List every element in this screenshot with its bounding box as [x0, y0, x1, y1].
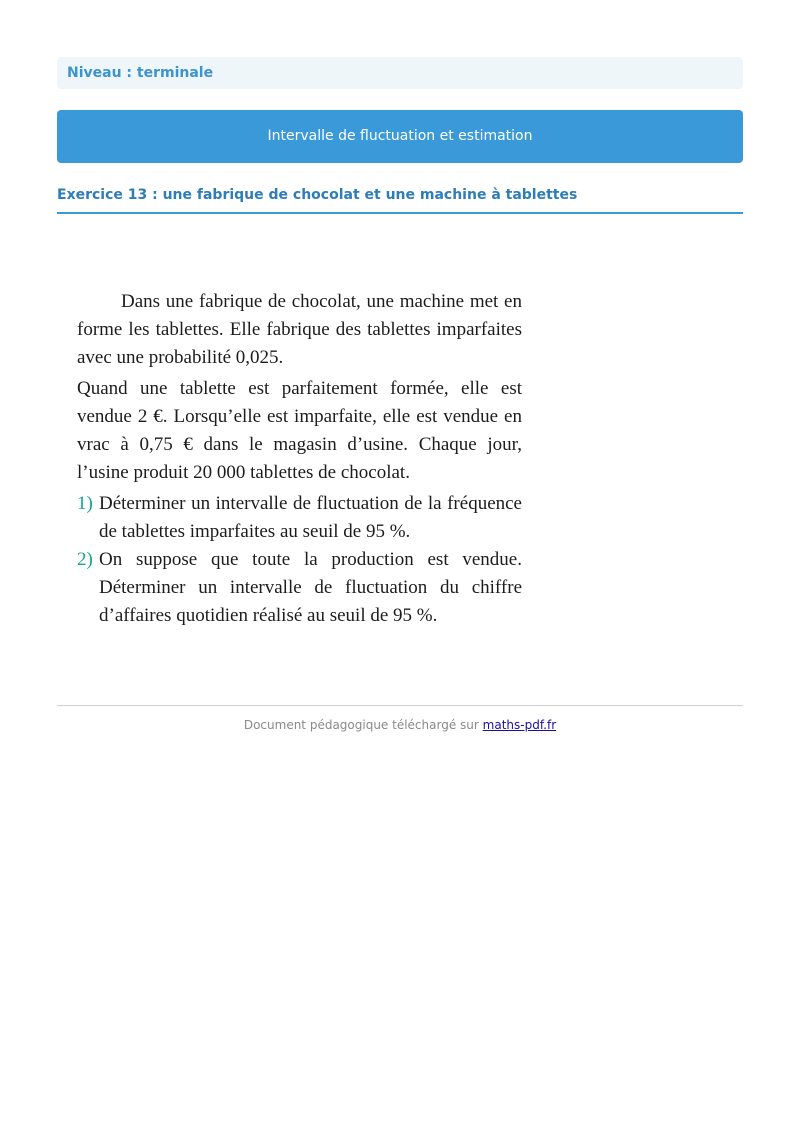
- footer-text: Document pédagogique téléchargé sur: [243, 718, 479, 732]
- question-number: 1): [77, 493, 93, 514]
- statement-paragraph: Dans une fabrique de chocolat, une machine met en forme les tablettes. Elle fabrique des tablettes imparfaites avec une probabilité 0,025.: [77, 291, 522, 368]
- level-box: [57, 57, 743, 89]
- question-item: [77, 490, 522, 546]
- exercise-statement: [77, 288, 522, 630]
- exercise-heading: Exercice 13 : une fabrique de chocolat et une machine à tablettes: [57, 185, 743, 214]
- question-number: 2): [77, 549, 93, 570]
- statement-paragraph: Quand une tablette est parfaitement formée, elle est vendue 2 €. Lorsqu’elle est imparfaite, elle est vendue en vrac à 0,75 € dans le magasin d’usine. Chaque jour, l’usine produit 20 000 tablettes de chocolat.: [77, 378, 522, 483]
- question-text: On suppose que toute la production est vendue. Déterminer un intervalle de fluctuation du chiffre d’affaires quotidien réalisé au seuil de 95 %.: [99, 549, 522, 626]
- chapter-title: Intervalle de fluctuation et estimation: [267, 128, 533, 144]
- question-text: Déterminer un intervalle de fluctuation de la fréquence de tablettes imparfaites au seuil de 95 %.: [99, 493, 522, 542]
- question-item: [77, 546, 522, 630]
- footer-link[interactable]: maths-pdf.fr: [482, 718, 557, 732]
- question-list: [77, 490, 522, 630]
- level-label: Niveau : terminale: [67, 65, 214, 81]
- footer: [57, 718, 743, 732]
- chapter-banner: [57, 110, 743, 163]
- footer-divider: [57, 705, 743, 706]
